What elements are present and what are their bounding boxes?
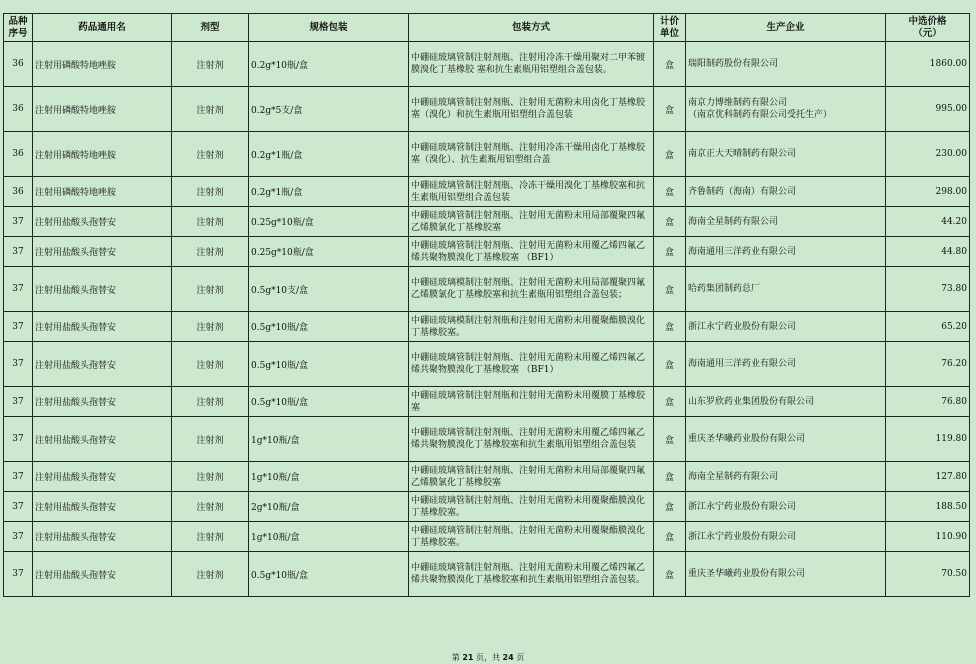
cell-drug-name: 注射用盐酸头孢替安 [33, 462, 172, 492]
header-price [886, 14, 970, 42]
cell-packaging: 中硼硅玻璃模制注射剂瓶和注射用无菌粉末用覆聚酯膜溴化丁基橡胶塞。 [409, 312, 654, 342]
cell-unit: 盒 [654, 492, 686, 522]
cell-no: 36 [4, 87, 33, 132]
header-no-line1: 品种 [8, 15, 28, 27]
cell-price: 44.20 [886, 207, 970, 237]
cell-drug-name: 注射用盐酸头孢替安 [33, 267, 172, 312]
procurement-table [3, 13, 970, 597]
cell-spec: 0.25g*10瓶/盒 [249, 237, 409, 267]
table-row [4, 462, 970, 492]
cell-manufacturer: 浙江永宁药业股份有限公司 [686, 312, 886, 342]
cell-packaging: 中硼硅玻璃管制注射剂瓶、注射用无菌粉末用覆乙烯四氟乙烯共聚物膜溴化丁基橡胶塞 （BF1） [409, 237, 654, 267]
cell-spec: 0.5g*10瓶/盒 [249, 552, 409, 597]
table-row [4, 417, 970, 462]
cell-dosage-form: 注射剂 [172, 522, 249, 552]
cell-spec: 0.2g*1瓶/盒 [249, 132, 409, 177]
cell-dosage-form: 注射剂 [172, 132, 249, 177]
cell-packaging: 中硼硅玻璃管制注射剂瓶、注射用无菌粉末用覆乙烯四氟乙烯共聚物膜溴化丁基橡胶塞和抗生素瓶用铝塑组合盖包装 [409, 417, 654, 462]
header-unit [654, 14, 686, 42]
cell-unit: 盒 [654, 552, 686, 597]
cell-no: 36 [4, 177, 33, 207]
cell-unit: 盒 [654, 312, 686, 342]
cell-spec: 1g*10瓶/盒 [249, 417, 409, 462]
cell-manufacturer: 重庆圣华曦药业股份有限公司 [686, 417, 886, 462]
cell-spec: 0.5g*10支/盒 [249, 267, 409, 312]
cell-unit: 盒 [654, 177, 686, 207]
cell-manufacturer: 海南全星制药有限公司 [686, 207, 886, 237]
cell-price: 65.20 [886, 312, 970, 342]
cell-drug-name: 注射用盐酸头孢替安 [33, 552, 172, 597]
cell-manufacturer: 哈药集团制药总厂 [686, 267, 886, 312]
cell-packaging: 中硼硅玻璃管制注射剂瓶、注射用冷冻干燥用聚对二甲苯镀膜溴化丁基橡胶 塞和抗生素瓶用铝塑组合盖包装。 [409, 42, 654, 87]
cell-drug-name: 注射用盐酸头孢替安 [33, 342, 172, 387]
table-row [4, 522, 970, 552]
cell-spec: 0.2g*1瓶/盒 [249, 177, 409, 207]
table-row [4, 132, 970, 177]
cell-drug-name: 注射用盐酸头孢替安 [33, 387, 172, 417]
table-row [4, 312, 970, 342]
cell-packaging: 中硼硅玻璃管制注射剂瓶、注射用无菌粉末用覆乙烯四氟乙烯共聚物膜溴化丁基橡胶塞 （BF1） [409, 342, 654, 387]
cell-price: 127.80 [886, 462, 970, 492]
cell-dosage-form: 注射剂 [172, 312, 249, 342]
footer-prefix: 第 [451, 653, 460, 662]
cell-dosage-form: 注射剂 [172, 267, 249, 312]
cell-drug-name: 注射用磷酸特地唑胺 [33, 177, 172, 207]
table-row [4, 492, 970, 522]
header-unit-line2: 单位 [659, 27, 679, 39]
cell-spec: 1g*10瓶/盒 [249, 462, 409, 492]
cell-no: 37 [4, 462, 33, 492]
table-row [4, 342, 970, 387]
cell-drug-name: 注射用磷酸特地唑胺 [33, 132, 172, 177]
footer-page-number: 21 [462, 653, 474, 662]
header-pack: 包装方式 [409, 14, 654, 42]
header-form: 剂型 [172, 14, 249, 42]
header-price-line1: 中选价格 [908, 15, 947, 27]
header-price-line2: （元） [913, 27, 942, 39]
table-row [4, 387, 970, 417]
cell-packaging: 中硼硅玻璃管制注射剂瓶、冷冻干燥用溴化丁基橡胶塞和抗生素瓶用铝塑组合盖包装 [409, 177, 654, 207]
cell-no: 37 [4, 267, 33, 312]
cell-price: 44.80 [886, 237, 970, 267]
cell-dosage-form: 注射剂 [172, 207, 249, 237]
cell-unit: 盒 [654, 87, 686, 132]
cell-no: 37 [4, 237, 33, 267]
cell-manufacturer: 浙江永宁药业股份有限公司 [686, 492, 886, 522]
header-no-line2: 序号 [8, 27, 28, 39]
cell-packaging: 中硼硅玻璃模制注射剂瓶、注射用无菌粉末用局部覆聚四氟乙烯膜氯化丁基橡胶塞和抗生素瓶用铝塑组合盖包装； [409, 267, 654, 312]
cell-unit: 盒 [654, 267, 686, 312]
cell-manufacturer: 瑞阳制药股份有限公司 [686, 42, 886, 87]
cell-manufacturer: 海南通用三洋药业有限公司 [686, 237, 886, 267]
cell-packaging: 中硼硅玻璃管制注射剂瓶和注射用无菌粉末用覆膜丁基橡胶塞 [409, 387, 654, 417]
cell-dosage-form: 注射剂 [172, 387, 249, 417]
cell-spec: 0.5g*10瓶/盒 [249, 312, 409, 342]
cell-packaging: 中硼硅玻璃管制注射剂瓶、注射用无菌粉末用卤化丁基橡胶塞（溴化）和抗生素瓶用铝塑组合盖包装 [409, 87, 654, 132]
cell-drug-name: 注射用盐酸头孢替安 [33, 207, 172, 237]
cell-drug-name: 注射用磷酸特地唑胺 [33, 42, 172, 87]
cell-price: 76.80 [886, 387, 970, 417]
cell-no: 37 [4, 207, 33, 237]
cell-price: 188.50 [886, 492, 970, 522]
cell-price: 70.50 [886, 552, 970, 597]
page-footer [0, 652, 976, 663]
cell-drug-name: 注射用盐酸头孢替安 [33, 492, 172, 522]
cell-no: 37 [4, 387, 33, 417]
header-spec: 规格包装 [249, 14, 409, 42]
cell-unit: 盒 [654, 387, 686, 417]
footer-suffix: 页 [516, 653, 525, 662]
cell-manufacturer: 浙江永宁药业股份有限公司 [686, 522, 886, 552]
cell-manufacturer: 重庆圣华曦药业股份有限公司 [686, 552, 886, 597]
cell-drug-name: 注射用盐酸头孢替安 [33, 312, 172, 342]
table-row [4, 42, 970, 87]
cell-packaging: 中硼硅玻璃管制注射剂瓶、注射用无菌粉末用局部覆聚四氟乙烯膜氯化丁基橡胶塞 [409, 207, 654, 237]
cell-unit: 盒 [654, 342, 686, 387]
cell-no: 37 [4, 417, 33, 462]
cell-dosage-form: 注射剂 [172, 492, 249, 522]
cell-price: 298.00 [886, 177, 970, 207]
header-no [4, 14, 33, 42]
cell-packaging: 中硼硅玻璃管制注射剂瓶、注射用无菌粉末用覆乙烯四氟乙烯共聚物膜溴化丁基橡胶塞和抗生素瓶用铝塑组合盖包装。 [409, 552, 654, 597]
cell-dosage-form: 注射剂 [172, 177, 249, 207]
table-row [4, 87, 970, 132]
cell-unit: 盒 [654, 207, 686, 237]
cell-no: 37 [4, 492, 33, 522]
cell-unit: 盒 [654, 522, 686, 552]
table-header-row [4, 14, 970, 42]
cell-manufacturer: 南京力博维制药有限公司 （南京优科制药有限公司受托生产） [686, 87, 886, 132]
cell-price: 230.00 [886, 132, 970, 177]
cell-manufacturer: 南京正大天晴制药有限公司 [686, 132, 886, 177]
cell-drug-name: 注射用盐酸头孢替安 [33, 417, 172, 462]
footer-middle: 页，共 [476, 653, 500, 662]
cell-price: 1860.00 [886, 42, 970, 87]
cell-dosage-form: 注射剂 [172, 42, 249, 87]
header-unit-line1: 计价 [659, 15, 679, 27]
cell-price: 73.80 [886, 267, 970, 312]
cell-spec: 0.25g*10瓶/盒 [249, 207, 409, 237]
cell-dosage-form: 注射剂 [172, 237, 249, 267]
cell-spec: 0.5g*10瓶/盒 [249, 387, 409, 417]
header-maker: 生产企业 [686, 14, 886, 42]
cell-unit: 盒 [654, 132, 686, 177]
cell-dosage-form: 注射剂 [172, 552, 249, 597]
cell-spec: 2g*10瓶/盒 [249, 492, 409, 522]
cell-packaging: 中硼硅玻璃管制注射剂瓶、注射用无菌粉末用局部覆聚四氟乙烯膜氯化丁基橡胶塞 [409, 462, 654, 492]
header-name: 药品通用名 [33, 14, 172, 42]
cell-no: 36 [4, 42, 33, 87]
cell-dosage-form: 注射剂 [172, 342, 249, 387]
cell-unit: 盒 [654, 417, 686, 462]
cell-manufacturer: 齐鲁制药（海南）有限公司 [686, 177, 886, 207]
table-row [4, 207, 970, 237]
table-row [4, 267, 970, 312]
cell-dosage-form: 注射剂 [172, 462, 249, 492]
cell-spec: 0.2g*5支/盒 [249, 87, 409, 132]
cell-no: 37 [4, 552, 33, 597]
cell-price: 995.00 [886, 87, 970, 132]
cell-spec: 0.5g*10瓶/盒 [249, 342, 409, 387]
footer-total-pages: 24 [502, 653, 514, 662]
cell-drug-name: 注射用磷酸特地唑胺 [33, 87, 172, 132]
table-row [4, 552, 970, 597]
cell-price: 76.20 [886, 342, 970, 387]
cell-price: 119.80 [886, 417, 970, 462]
cell-unit: 盒 [654, 462, 686, 492]
cell-packaging: 中硼硅玻璃管制注射剂瓶、注射用无菌粉末用覆聚酯膜溴化丁基橡胶塞。 [409, 492, 654, 522]
table-row [4, 177, 970, 207]
cell-drug-name: 注射用盐酸头孢替安 [33, 237, 172, 267]
cell-manufacturer: 海南通用三洋药业有限公司 [686, 342, 886, 387]
cell-dosage-form: 注射剂 [172, 87, 249, 132]
cell-no: 37 [4, 342, 33, 387]
cell-packaging: 中硼硅玻璃管制注射剂瓶、注射用冷冻干燥用卤化丁基橡胶塞（溴化）、抗生素瓶用铝塑组合盖 [409, 132, 654, 177]
cell-no: 37 [4, 522, 33, 552]
cell-manufacturer: 海南全星制药有限公司 [686, 462, 886, 492]
cell-unit: 盒 [654, 42, 686, 87]
cell-no: 36 [4, 132, 33, 177]
cell-price: 110.90 [886, 522, 970, 552]
cell-spec: 0.2g*10瓶/盒 [249, 42, 409, 87]
cell-spec: 1g*10瓶/盒 [249, 522, 409, 552]
table-body [4, 42, 970, 597]
table-row [4, 237, 970, 267]
cell-dosage-form: 注射剂 [172, 417, 249, 462]
cell-drug-name: 注射用盐酸头孢替安 [33, 522, 172, 552]
cell-no: 37 [4, 312, 33, 342]
cell-manufacturer: 山东罗欣药业集团股份有限公司 [686, 387, 886, 417]
cell-unit: 盒 [654, 237, 686, 267]
cell-packaging: 中硼硅玻璃管制注射剂瓶、注射用无菌粉末用覆聚酯膜溴化丁基橡胶塞。 [409, 522, 654, 552]
